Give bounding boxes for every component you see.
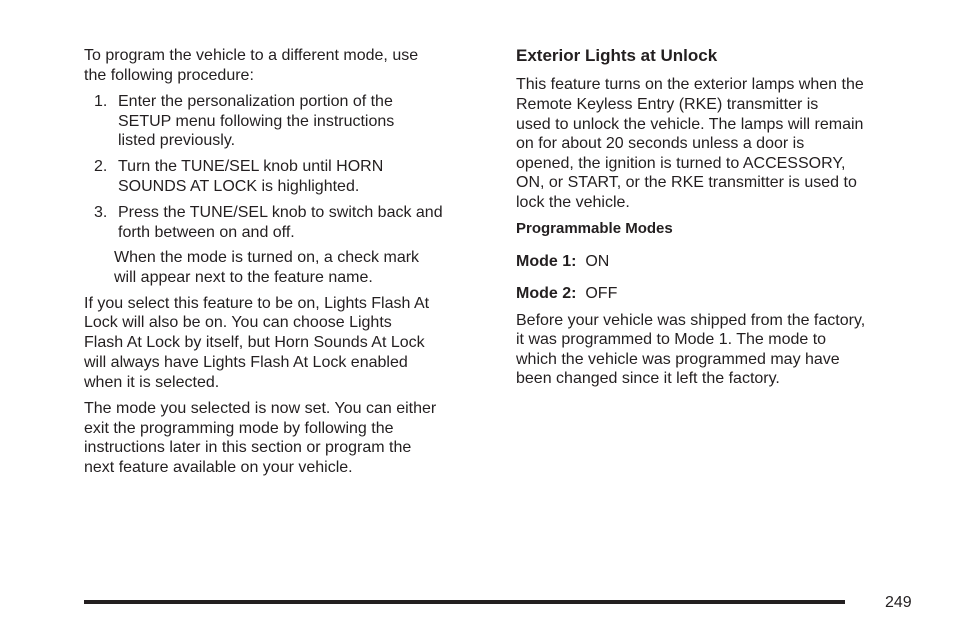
- step-1-line: Enter the personalization portion of the: [118, 93, 393, 110]
- paragraph-line: next feature available on your vehicle.: [84, 459, 353, 476]
- step-note-line: When the mode is turned on, a check mark: [114, 249, 420, 266]
- step-note-line: will appear next to the feature name.: [114, 269, 373, 286]
- footer-rule: [84, 600, 845, 604]
- step-number: 2.: [94, 158, 108, 175]
- step-2-line: Turn the TUNE/SEL knob until HORN: [118, 158, 384, 175]
- description-line: lock the vehicle.: [516, 194, 630, 211]
- mode-label: Mode 2:: [516, 285, 577, 302]
- step-number: 3.: [94, 204, 108, 221]
- closing-line: which the vehicle was programmed may have: [516, 351, 840, 368]
- step-number: 1.: [94, 93, 108, 110]
- paragraph-line: Lock will also be on. You can choose Lights: [84, 314, 392, 331]
- description-line: ON, or START, or the RKE transmitter is used to: [516, 174, 857, 191]
- description-line: Remote Keyless Entry (RKE) transmitter is: [516, 96, 819, 113]
- closing-line: been changed since it left the factory.: [516, 370, 780, 387]
- mode-value: OFF: [585, 285, 618, 302]
- paragraph-line: The mode you selected is now set. You can either: [84, 400, 437, 417]
- mode-label: Mode 1:: [516, 253, 577, 270]
- step-2-line: SOUNDS AT LOCK is highlighted.: [118, 178, 360, 195]
- description-line: This feature turns on the exterior lamps when the: [516, 76, 864, 93]
- description-line: used to unlock the vehicle. The lamps will remain: [516, 116, 864, 133]
- paragraph-line: instructions later in this section or program the: [84, 439, 412, 456]
- step-1-line: listed previously.: [118, 132, 236, 149]
- mode-1: [516, 252, 609, 271]
- paragraph-line: If you select this feature to be on, Lights Flash At: [84, 295, 430, 312]
- modes-heading: Programmable Modes: [516, 220, 673, 237]
- closing-line: Before your vehicle was shipped from the factory,: [516, 312, 866, 329]
- page-number: 249: [885, 594, 912, 611]
- paragraph-line: exit the programming mode by following the: [84, 420, 394, 437]
- paragraph-line: when it is selected.: [84, 374, 220, 391]
- description-line: opened, the ignition is turned to ACCESSORY,: [516, 155, 846, 172]
- mode-2: [516, 284, 617, 303]
- step-3-line: forth between on and off.: [118, 224, 295, 241]
- description-line: on for about 20 seconds unless a door is: [516, 135, 805, 152]
- paragraph-line: will always have Lights Flash At Lock enabled: [84, 354, 408, 371]
- closing-line: it was programmed to Mode 1. The mode to: [516, 331, 827, 348]
- intro-line: the following procedure:: [84, 67, 254, 84]
- step-3-line: Press the TUNE/SEL knob to switch back and: [118, 204, 443, 221]
- step-1-line: SETUP menu following the instructions: [118, 113, 395, 130]
- intro-line: To program the vehicle to a different mode, use: [84, 47, 419, 64]
- paragraph-line: Flash At Lock by itself, but Horn Sounds At Lock: [84, 334, 425, 351]
- mode-value: ON: [585, 253, 610, 270]
- section-heading: Exterior Lights at Unlock: [516, 46, 718, 65]
